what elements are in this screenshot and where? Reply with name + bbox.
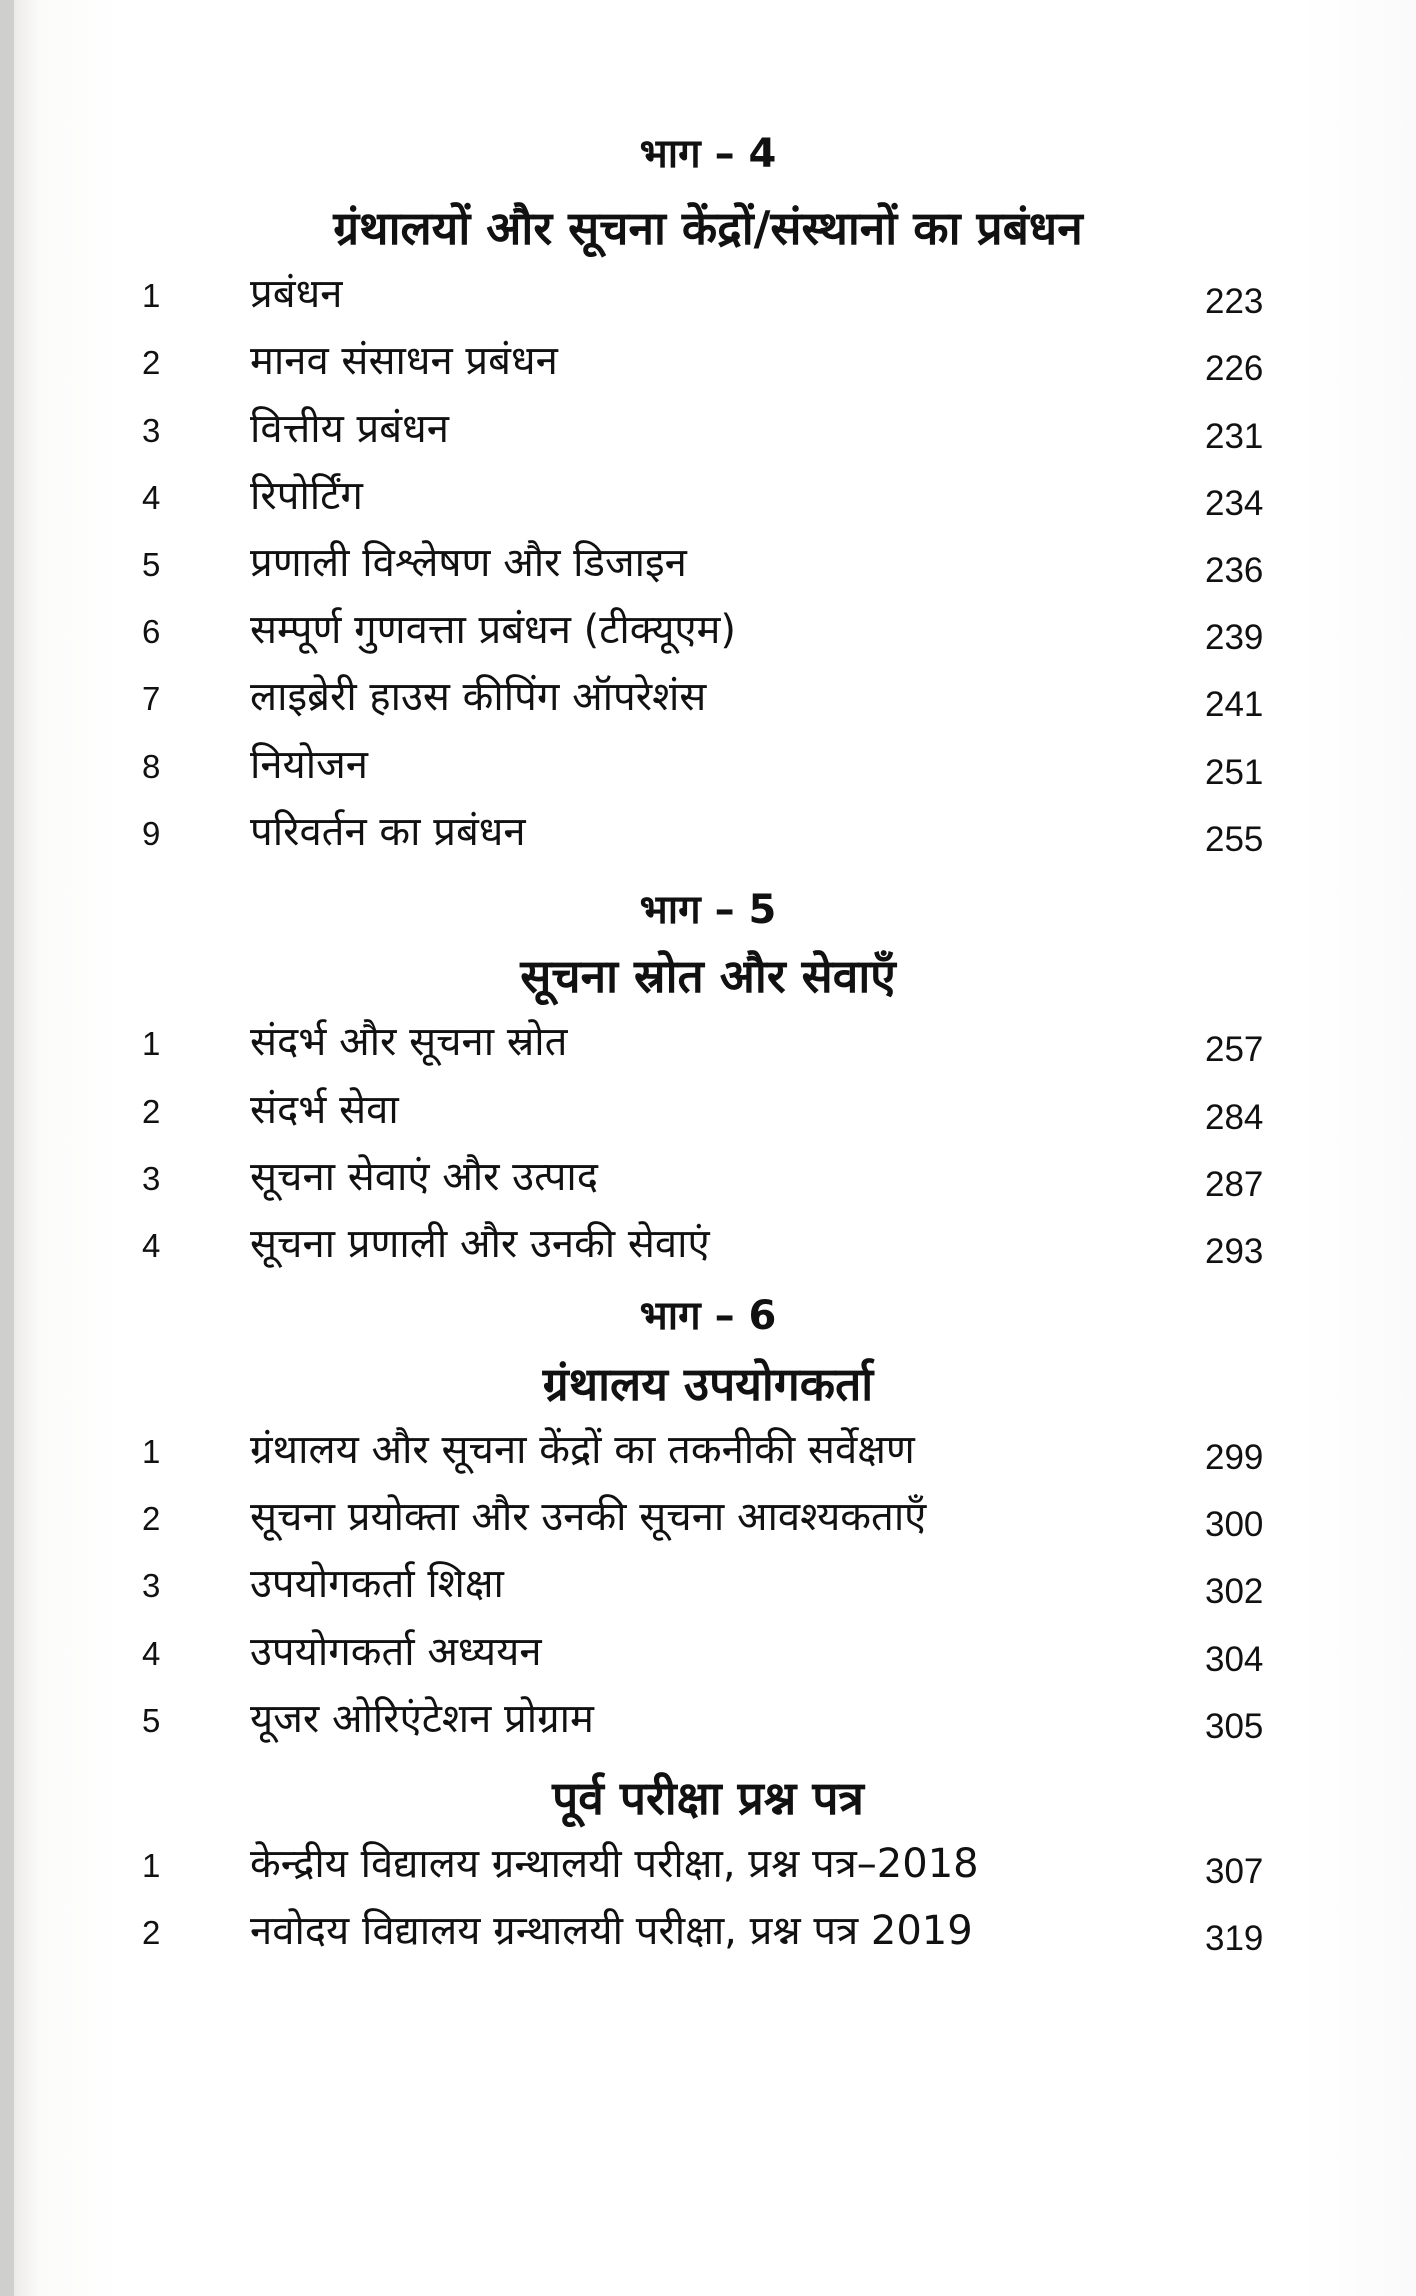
entry-title: रिपोर्टिंग bbox=[250, 473, 363, 519]
entry-title: परिवर्तन का प्रबंधन bbox=[250, 809, 526, 855]
toc-entry bbox=[0, 268, 1416, 336]
entry-page-number: 307 bbox=[1205, 1852, 1264, 1891]
toc-entry bbox=[0, 537, 1416, 605]
entry-page-number: 241 bbox=[1205, 685, 1264, 724]
entry-number: 3 bbox=[142, 1160, 161, 1197]
entry-title: वित्तीय प्रबंधन bbox=[250, 406, 449, 452]
entry-number: 1 bbox=[142, 1433, 161, 1470]
entry-page-number: 287 bbox=[1205, 1165, 1264, 1204]
entry-number: 7 bbox=[142, 680, 161, 717]
toc-entry bbox=[0, 1905, 1416, 1973]
entry-number: 5 bbox=[142, 1702, 161, 1739]
entry-number: 2 bbox=[142, 1093, 161, 1130]
part-4-title: ग्रंथालयों और सूचना केंद्रों/संस्थानों का प्रबंधन bbox=[333, 201, 1083, 255]
part-5-title: सूचना स्रोत और सेवाएँ bbox=[520, 949, 896, 1003]
entry-page-number: 236 bbox=[1205, 551, 1264, 590]
part-4-label: भाग – 4 bbox=[639, 131, 777, 177]
entry-page-number: 255 bbox=[1205, 820, 1264, 859]
toc-entry bbox=[0, 1558, 1416, 1626]
entry-number: 2 bbox=[142, 1914, 161, 1951]
toc-entry bbox=[0, 671, 1416, 739]
entry-number: 3 bbox=[142, 1567, 161, 1604]
entry-title: नियोजन bbox=[250, 742, 368, 788]
toc-entry bbox=[0, 1838, 1416, 1906]
toc-entry bbox=[0, 1424, 1416, 1492]
toc-entry bbox=[0, 470, 1416, 538]
entry-page-number: 231 bbox=[1205, 417, 1264, 456]
entry-title: प्रबंधन bbox=[250, 271, 343, 317]
toc-entry bbox=[0, 1693, 1416, 1761]
entry-page-number: 234 bbox=[1205, 484, 1264, 523]
entry-title: सूचना प्रणाली और उनकी सेवाएं bbox=[250, 1221, 710, 1267]
entry-title: नवोदय विद्यालय ग्रन्थालयी परीक्षा, प्रश्न पत्र 2019 bbox=[250, 1908, 973, 1954]
entry-number: 1 bbox=[142, 277, 161, 314]
entry-number: 4 bbox=[142, 1635, 161, 1672]
entry-title: सूचना प्रयोक्ता और उनकी सूचना आवश्यकताएँ bbox=[250, 1494, 927, 1540]
toc-entry bbox=[0, 1218, 1416, 1286]
entry-title: सम्पूर्ण गुणवत्ता प्रबंधन (टीक्यूएम) bbox=[250, 607, 737, 653]
entry-number: 4 bbox=[142, 1227, 161, 1264]
entry-page-number: 284 bbox=[1205, 1098, 1264, 1137]
part-6-label: भाग – 6 bbox=[639, 1293, 777, 1339]
part-5-label: भाग – 5 bbox=[639, 887, 777, 933]
toc-entry bbox=[0, 1626, 1416, 1694]
entry-page-number: 293 bbox=[1205, 1232, 1264, 1271]
entry-page-number: 239 bbox=[1205, 618, 1264, 657]
entry-page-number: 302 bbox=[1205, 1572, 1264, 1611]
entry-number: 2 bbox=[142, 344, 161, 381]
entry-title: सूचना सेवाएं और उत्पाद bbox=[250, 1154, 599, 1200]
entry-page-number: 223 bbox=[1205, 282, 1264, 321]
toc-entry bbox=[0, 403, 1416, 471]
entry-title: केन्द्रीय विद्यालय ग्रन्थालयी परीक्षा, प्रश्न पत्र–2018 bbox=[250, 1841, 979, 1887]
entry-title: लाइब्रेरी हाउस कीपिंग ऑपरेशंस bbox=[250, 674, 707, 720]
entry-number: 1 bbox=[142, 1847, 161, 1884]
toc-entry bbox=[0, 739, 1416, 807]
entry-page-number: 319 bbox=[1205, 1919, 1264, 1958]
entry-number: 4 bbox=[142, 479, 161, 516]
toc-entry bbox=[0, 806, 1416, 874]
entry-title: संदर्भ सेवा bbox=[250, 1087, 399, 1133]
toc-entry bbox=[0, 1084, 1416, 1152]
entry-number: 6 bbox=[142, 613, 161, 650]
entry-page-number: 305 bbox=[1205, 1707, 1264, 1746]
entry-title: उपयोगकर्ता अध्ययन bbox=[250, 1629, 542, 1675]
part-6-title: ग्रंथालय उपयोगकर्ता bbox=[542, 1357, 874, 1411]
toc-entry bbox=[0, 1491, 1416, 1559]
entry-page-number: 299 bbox=[1205, 1438, 1264, 1477]
entry-page-number: 304 bbox=[1205, 1640, 1264, 1679]
toc-entry bbox=[0, 604, 1416, 672]
toc-entry bbox=[0, 335, 1416, 403]
entry-page-number: 300 bbox=[1205, 1505, 1264, 1544]
toc-entry bbox=[0, 1151, 1416, 1219]
entry-number: 2 bbox=[142, 1500, 161, 1537]
entry-title: ग्रंथालय और सूचना केंद्रों का तकनीकी सर्वेक्षण bbox=[250, 1427, 915, 1473]
previous-papers-title: पूर्व परीक्षा प्रश्न पत्र bbox=[552, 1771, 864, 1825]
entry-number: 8 bbox=[142, 748, 161, 785]
entry-title: यूजर ओरिएंटेशन प्रोग्राम bbox=[250, 1696, 594, 1742]
entry-number: 3 bbox=[142, 412, 161, 449]
entry-title: संदर्भ और सूचना स्रोत bbox=[250, 1019, 568, 1065]
entry-title: मानव संसाधन प्रबंधन bbox=[250, 338, 558, 384]
entry-number: 1 bbox=[142, 1025, 161, 1062]
entry-page-number: 257 bbox=[1205, 1030, 1264, 1069]
entry-title: उपयोगकर्ता शिक्षा bbox=[250, 1561, 504, 1607]
entry-page-number: 226 bbox=[1205, 349, 1264, 388]
toc-entry bbox=[0, 1016, 1416, 1084]
entry-number: 5 bbox=[142, 546, 161, 583]
entry-page-number: 251 bbox=[1205, 753, 1264, 792]
entry-number: 9 bbox=[142, 815, 161, 852]
entry-title: प्रणाली विश्लेषण और डिजाइन bbox=[250, 540, 687, 586]
